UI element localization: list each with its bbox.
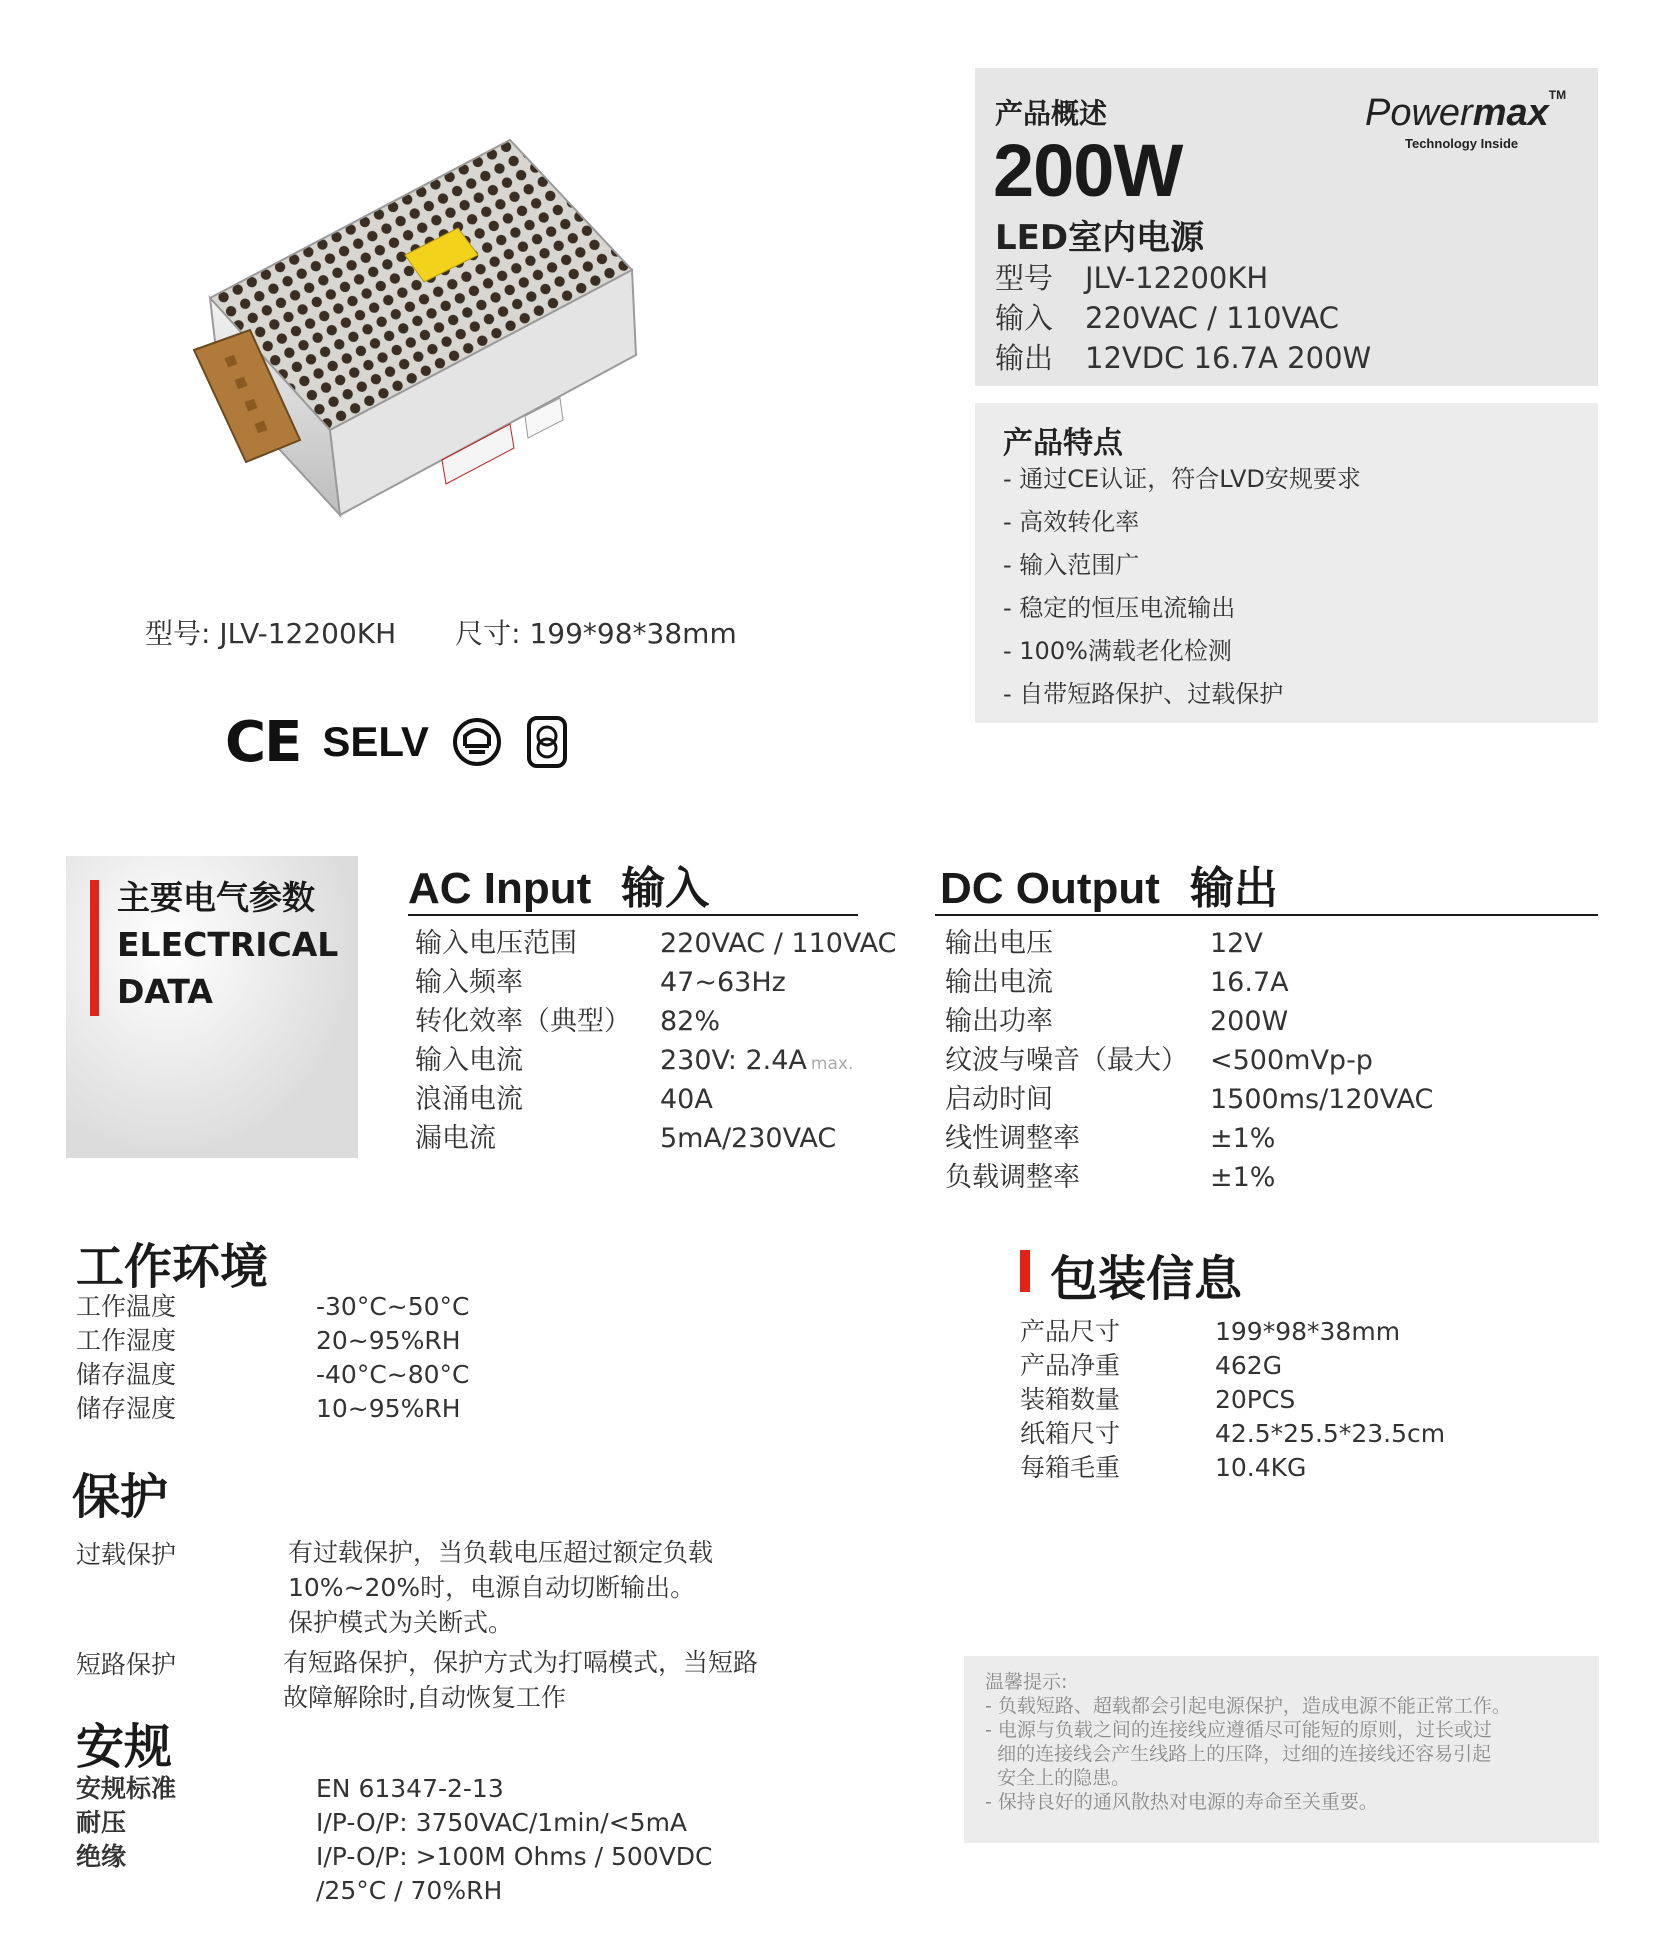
selv-mark: SELV: [322, 718, 429, 765]
product-size: 尺寸: 199*98*38mm: [455, 617, 737, 650]
class-f-icon: [451, 716, 503, 768]
safety-title: 安规: [76, 1719, 173, 1775]
ac-input-table: 输入电压范围 220VAC / 110VAC 输入频率 47~63Hz 转化效率（典型） 82% 输入电流 230V: 2.4A max. 浪涌电流 40A 漏电流 5mA/230VAC: [415, 928, 897, 1154]
cert-logos: [225, 709, 569, 775]
overload-protection-desc: 有过载保护，当负载电压超过额定负载 10%~20%时，电源自动切断输出。 保护模式为关断式。: [288, 1538, 714, 1637]
feature-item: - 稳定的恒压电流输出: [1003, 594, 1236, 622]
product-model: 型号: JLV-12200KH: [145, 617, 397, 650]
accent-bar: [1020, 1250, 1030, 1292]
accent-bar: [90, 880, 99, 1016]
feature-item: - 高效转化率: [1003, 508, 1140, 536]
ac-input-rule: [408, 914, 858, 916]
short-protection-label: 短路保护: [76, 1650, 177, 1679]
overview-label: 产品概述: [995, 97, 1108, 130]
protection-title: 保护: [72, 1469, 169, 1525]
safety-transformer-icon: [525, 714, 569, 770]
packaging-table: 产品尺寸 199*98*38mm 产品净重 462G 装箱数量 20PCS 纸箱尺寸 42.5*25.5*23.5cm 每箱毛重 10.4KG: [1020, 1317, 1446, 1482]
feature-item: - 输入范围广: [1003, 551, 1140, 579]
short-protection-desc: 有短路保护，保护方式为打嗝模式，当短路 故障解除时,自动恢复工作: [283, 1648, 759, 1712]
feature-item: - 100%满载老化检测: [1003, 637, 1232, 665]
dc-output-rule: [935, 914, 1598, 916]
dc-output-table: 输出电压 12V 输出电流 16.7A 输出功率 200W 纹波与噪音（最大） <500mVp-p 启动时间 1500ms/120VAC 线性调整率 ±1% 负载调整率 ±1%: [945, 928, 1434, 1193]
overview-row-output: 输出 12VDC 16.7A 200W: [995, 341, 1372, 375]
overview-power: 200W: [993, 129, 1183, 212]
overview-row-model: 型号 JLV-12200KH: [995, 261, 1269, 295]
product-spec-line: [145, 612, 787, 652]
electrical-data-title: 主要电气参数 ELECTRICAL DATA: [117, 878, 339, 1011]
features-list: [1003, 462, 1361, 720]
dc-output-title: DC Output 输出: [940, 863, 1278, 914]
feature-item: - 通过CE认证，符合LVD安规要求: [1003, 465, 1361, 493]
features-title: 产品特点: [1003, 426, 1123, 461]
product-image: [180, 130, 650, 530]
brand-tagline: Technology Inside: [1405, 136, 1519, 151]
overload-protection-label: 过载保护: [76, 1540, 177, 1569]
ce-mark: CE: [225, 709, 301, 775]
notice-text: 温馨提示: - 负载短路、超载都会引起电源保护，造成电源不能正常工作。 - 电源与负载之间的连接线应遵循尽可能短的原则，过长或过 细的连接线会产生线路上的压降，过细的连接线还容易引起 安全上的隐患。 - 保持良好的通风散热对电源的寿命至关重要。: [985, 1671, 1511, 1813]
overview-subtitle: LED室内电源: [995, 218, 1205, 258]
packaging-title: 包装信息: [1050, 1251, 1243, 1307]
feature-item: - 自带短路保护、过载保护: [1003, 680, 1284, 708]
ac-input-title: AC Input 输入: [408, 863, 710, 914]
brand-logo: Powermax™: [1365, 88, 1567, 134]
safety-table: 安规标准 EN 61347-2-13 耐压 I/P-O/P: 3750VAC/1min/<5mA 绝缘 I/P-O/P: >100M Ohms / 500VDC /25°C / 70%RH: [76, 1774, 713, 1905]
environment-title: 工作环境: [76, 1239, 269, 1295]
overview-row-input: 输入 220VAC / 110VAC: [995, 301, 1340, 335]
environment-table: 工作温度 -30°C~50°C 工作湿度 20~95%RH 储存温度 -40°C~80°C 储存湿度 10~95%RH: [76, 1292, 470, 1423]
